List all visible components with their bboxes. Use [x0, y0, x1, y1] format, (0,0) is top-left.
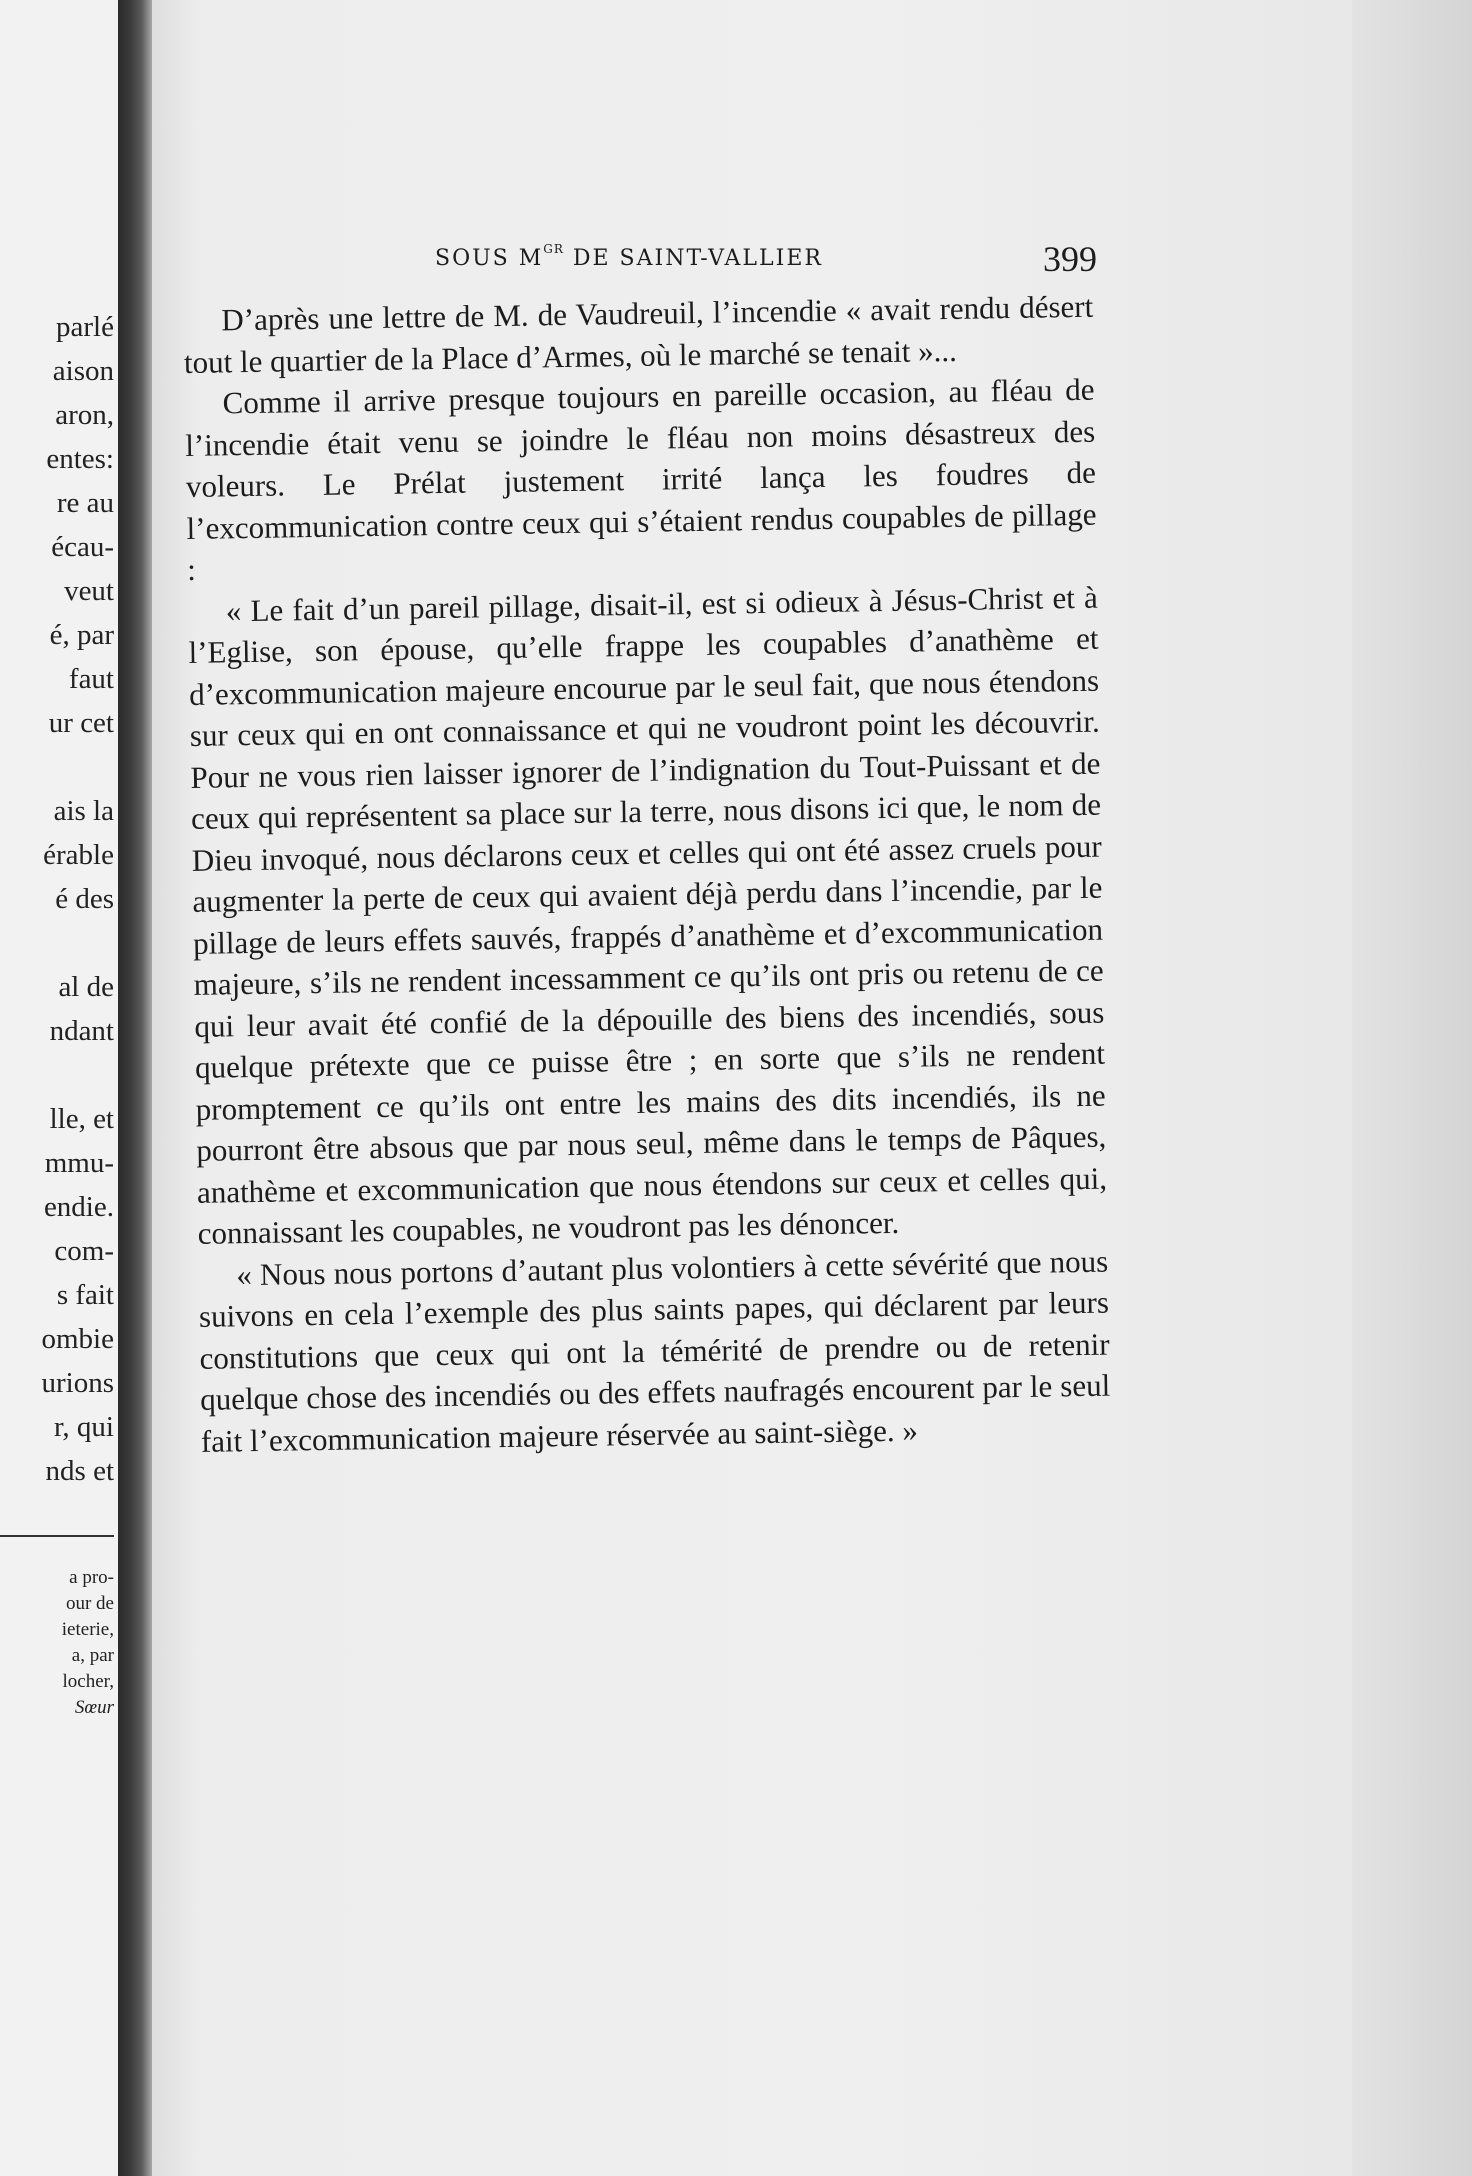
book-gutter	[118, 0, 152, 2176]
left-line: lle, et	[49, 1103, 114, 1135]
left-line: s fait	[56, 1279, 114, 1311]
paragraph: Comme il arrive presque toujours en pareille occasion, au fléau de l’incendie était venu se joindre le fléau non moins désastreux des voleurs. Le Prélat justement irrité lança les foudres de l’excommunication contre ceux qui s’étaient rendus coupables de pillage :	[185, 371, 1097, 587]
paragraph: D’après une lettre de M. de Vaudreuil, l’incendie « avait rendu désert tout le quartier de la Place d’Armes, où le marché se tenait »...	[183, 288, 1094, 380]
left-line-gap	[0, 921, 114, 965]
paragraph: « Le fait d’un pareil pillage, disait-il, est si odieux à Jésus-Christ et à l’Eglise, son épouse, qu’elle frappe les coupables d’anathème et d’excommunication majeure encourue par le seul fait, que nous étendons sur ceux qui en ont connaissance et qui ne voudront point les découvrir. Pour ne vous rien laisser ignorer de l’indignation du Tout-Puissant et de ceux qui représentent sa place sur la terre, nous disons ici que, le nom de Dieu invoqué, nous déclarons ceux et celles qui ont été assez cruels pour augmenter la perte de ceux qui avaient déjà perdu dans l’incendie, par le pillage de leurs effets sauvés, frappés d’anathème et d’excommunication majeure, s’ils ne rendent incessamment ce qu’ils ont pris ou retenu de ce qui leur avait été confié de la dépouille des biens des incendiés, sous quelque prétexte que ce puisse être ; en sorte que s’ils ne rendent promptement ce qu’ils ont entre les mains des dits incendiés, ils ne pourront être absous que par nous seul, même dans le temps de Pâques, anathème et excommunication que nous étendons sur ceux et celles qui, connaissant les coupables, ne voudront pas les dénoncer.	[188, 579, 1108, 1251]
previous-page-fragment	[0, 0, 118, 2176]
left-line: aron,	[55, 399, 114, 431]
left-line: ais la	[53, 795, 114, 827]
left-line: entes:	[46, 443, 114, 475]
left-line: aison	[52, 355, 114, 387]
footnote-line: Sœur	[74, 1697, 114, 1718]
left-line: mmu-	[44, 1147, 114, 1179]
footnote-line: a, par	[71, 1645, 114, 1666]
left-line: endie.	[43, 1191, 114, 1223]
previous-page-line-ends	[0, 305, 114, 1493]
body-text	[183, 286, 1111, 1462]
footnote-line: a pro-	[69, 1567, 114, 1588]
page-header	[285, 238, 1105, 286]
left-line: re au	[56, 487, 114, 519]
previous-page-footnotes	[0, 1565, 114, 1721]
paragraph: « Nous nous portons d’autant plus volontiers à cette sévérité que nous suivons en cela l’exemple des plus saints papes, qui déclarent par leurs constitutions que ceux qui ont la témérité de prendre ou de retenir quelque chose des incendiés ou des effets naufragés encourent par le seul fait l’excommunication majeure réservée au saint-siège. »	[198, 1243, 1111, 1459]
running-head-prefix: SOUS M	[435, 246, 544, 271]
footnote-rule	[0, 1535, 114, 1537]
left-line: veut	[64, 575, 114, 607]
running-head	[435, 242, 823, 271]
left-line-gap	[0, 1053, 114, 1097]
left-line: é, par	[49, 619, 114, 651]
footnote-line: ieterie,	[61, 1619, 114, 1640]
left-line: r, qui	[53, 1411, 114, 1443]
left-line: ndant	[49, 1015, 114, 1047]
left-line: é des	[55, 883, 114, 915]
left-line: nds et	[45, 1455, 114, 1487]
footnote-line: our de	[65, 1593, 114, 1614]
running-head-superscript: GR	[543, 242, 564, 256]
page-edge-shadow	[1352, 0, 1472, 2176]
left-line: faut	[68, 663, 114, 695]
left-line: parlé	[56, 311, 114, 343]
left-line: ombie	[41, 1323, 114, 1355]
left-line: com-	[54, 1235, 114, 1267]
left-line: ur cet	[48, 707, 114, 739]
page-number: 399	[1043, 239, 1097, 279]
running-head-suffix: DE SAINT-VALLIER	[563, 246, 823, 271]
left-line-gap	[0, 745, 114, 789]
left-line: urions	[41, 1367, 114, 1399]
left-line: écau-	[51, 531, 114, 563]
left-line: érable	[43, 839, 114, 871]
left-line: al de	[58, 971, 114, 1003]
footnote-line: locher,	[62, 1671, 114, 1692]
